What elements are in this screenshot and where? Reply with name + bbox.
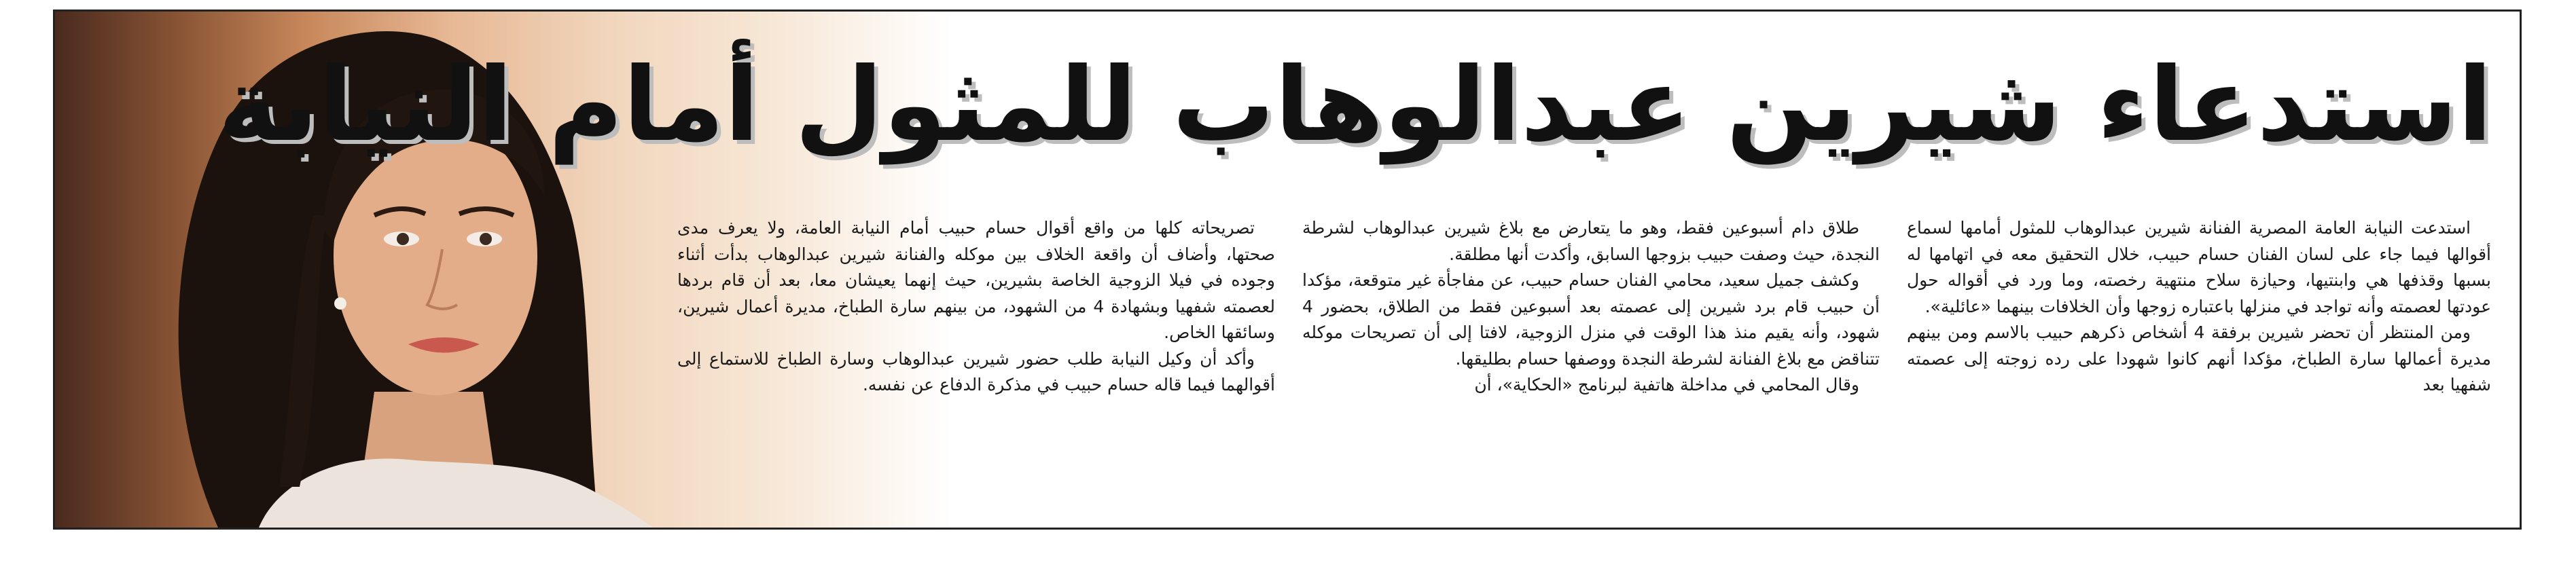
paragraph: تصريحاته كلها من واقع أقوال حسام حبيب أمام النيابة العامة، ولا يعرف مدى صحتها، وأضاف أن واقعة الخلاف بين موكله والفنانة شيرين عبدالوهاب بدأت أثناء وجوده في فيلا الزوجية الخاصة بشيرين، حيث إنهما يعيشان معا، بعد أن قام بردها لعصمته شفهيا وبشهادة 4 من الشهود، من بينهم سارة الطباخ، مديرة أعمال شيرين، وسائقها الخاص. [677,218,1275,342]
article-column-3 [677,215,1275,514]
paragraph: طلاق دام أسبوعين فقط، وهو ما يتعارض مع بلاغ شيرين عبدالوهاب لشرطة النجدة، حيث وصفت حبيب بزوجها السابق، وأكدت أنها مطلقة. [1302,218,1880,264]
article-column-2 [1302,215,1880,514]
newspaper-clipping [53,10,2522,530]
paragraph: استدعت النيابة العامة المصرية الفنانة شيرين عبدالوهاب للمثول أمامها لسماع أقوالها فيما جاء على لسان الفنان حسام حبيب، خلال التحقيق معه في اتهامها له بسبها وقذفها هي وابنتيها، وحيازة سلاح منتهية رخصته، وما ورد في أقواله حول عودتها لعصمته وأنه تواجد في منزلها باعتباره زوجها وأن الخلافات بينهما «عائلية». [1907,218,2491,316]
paragraph: وكشف جميل سعيد، محامي الفنان حسام حبيب، عن مفاجأة غير متوقعة، مؤكدا أن حبيب قام برد شيرين إلى عصمته بعد أسبوعين فقط من الطلاق، بحضور 4 شهود، وأنه يقيم منذ هذا الوقت في منزل الزوجية، لافتا إلى أن تصريحات موكله تتناقض مع بلاغ الفنانة لشرطة النجدة ووصفها حسام بطليقها. [1302,270,1880,369]
paragraph: وأكد أن وكيل النيابة طلب حضور شيرين عبدالوهاب وسارة الطباخ للاستماع إلى أقوالهما فيما قاله حسام حبيب في مذكرة الدفاع عن نفسه. [677,348,1275,394]
article-column-1 [1907,215,2491,514]
headline: استدعاء شيرين عبدالوهاب للمثول أمام النيابة [218,46,2492,164]
paragraph: ومن المنتظر أن تحضر شيرين برفقة 4 أشخاص ذكرهم حبيب بالاسم ومن بينهم مديرة أعمالها سارة الطباخ، مؤكدا أنهم كانوا شهودا على رده زوجته إلى عصمته شفهيا بعد [1907,323,2491,394]
paragraph: وقال المحامي في مداخلة هاتفية لبرنامج «الحكاية»، أن [1474,375,1859,394]
